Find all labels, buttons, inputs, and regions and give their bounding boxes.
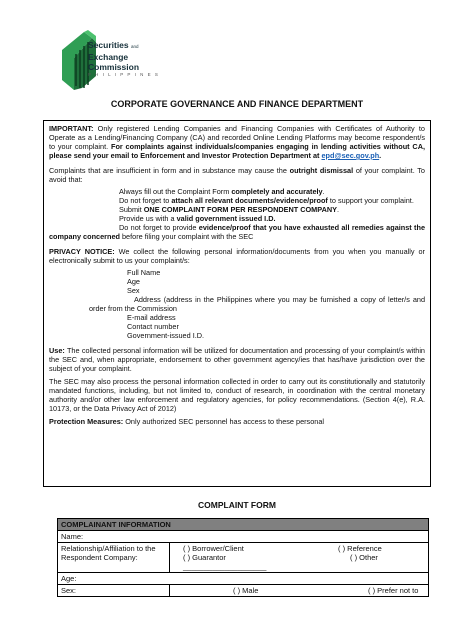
sex-label: Sex: [58, 585, 170, 597]
notice-box [43, 120, 431, 487]
privacy-paragraph: PRIVACY NOTICE: We collect the following personal information/documents from you when you manually or electronically submit to us your complaint/s: [49, 247, 425, 265]
guarantor-option[interactable]: ( ) Guarantor [183, 553, 226, 562]
tip-1: Always fill out the Complaint Form completely and accurately. [119, 187, 325, 196]
logo-tagline: P H I L I P P I N E S [88, 72, 160, 77]
privacy-item: Government-issued I.D. [127, 331, 205, 340]
prefer-not-option[interactable]: ( ) Prefer not to [368, 586, 419, 595]
section-header: COMPLAINANT INFORMATION [58, 519, 429, 531]
privacy-item: Contact number [127, 322, 179, 331]
protection-paragraph: Protection Measures: Only authorized SEC personnel has access to these personal [49, 417, 324, 426]
relationship-options [170, 543, 429, 573]
privacy-item: Sex [127, 286, 140, 295]
privacy-item: Full Name [127, 268, 161, 277]
other-option[interactable]: ( ) Other [350, 553, 378, 562]
sex-options [170, 585, 429, 597]
reference-option[interactable]: ( ) Reference [338, 544, 382, 553]
male-option[interactable]: ( ) Male [233, 586, 259, 595]
relationship-label: Relationship/Affiliation to the Respondent Company: [58, 543, 170, 573]
borrower-option[interactable]: ( ) Borrower/Client [183, 544, 244, 553]
logo-wordmark: Securities and Exchange Commission [88, 40, 140, 72]
privacy-item: E-mail address [127, 313, 176, 322]
department-title: CORPORATE GOVERNANCE AND FINANCE DEPARTMENT [110, 99, 364, 109]
sec-process-paragraph: The SEC may also process the personal information collected in order to carry out its constitutionally and statutorily mandated functions, including, but not limited to, conduct of research, in coordination with the central monetary authority and/or other law enforcement and regulatory agencies, for policy recommendations. (Section 4(e), R.A. 10173, or the Data Privacy Act of 2012) [49, 377, 425, 413]
privacy-item: Address (address in the Philippines where you may be furnished a copy of letter/s and order from the Commission [89, 295, 425, 313]
epd-email-link[interactable]: epd@sec.gov.ph [321, 151, 380, 160]
tip-3: Submit ONE COMPLAINT FORM PER RESPONDENT COMPANY. [119, 205, 340, 214]
important-paragraph: IMPORTANT: Only registered Lending Companies and Financing Companies with Certificates of Authority to Operate as a Lending/Financing Company (CA) and recorded Online Lending Platforms may become respondent/s to your complaint. For complaints against individuals/companies engaging in lending activities without CA, please send your email to Enforcement and Investor Protection Department at epd@sec.gov.ph. [49, 124, 425, 160]
tip-4: Provide us with a valid government issued I.D. [119, 214, 276, 223]
other-blank-line[interactable]: ____________________ [183, 562, 267, 571]
name-field[interactable]: Name: [58, 531, 429, 543]
age-field[interactable]: Age: [58, 573, 429, 585]
tip-2: Do not forget to attach all relevant documents/evidence/proof to support your complaint. [119, 196, 414, 205]
use-paragraph: Use: The collected personal information will be utilized for documentation and processing of your complaint/s within the SEC and, when appropriate, endorsement to other government agency/ies that has/have jurisdiction over the subject of your complaint. [49, 346, 425, 373]
privacy-item: Age [127, 277, 140, 286]
complaint-form-title: COMPLAINT FORM [198, 500, 276, 510]
dismissal-paragraph: Complaints that are insufficient in form and in substance may cause the outright dismissal of your complaint. To avoid that: [49, 166, 425, 184]
tip-5: Do not forget to provide evidence/proof that you have exhausted all remedies against the company concerned before filing your complaint with the SEC [49, 223, 425, 241]
complainant-info-table [57, 518, 429, 597]
